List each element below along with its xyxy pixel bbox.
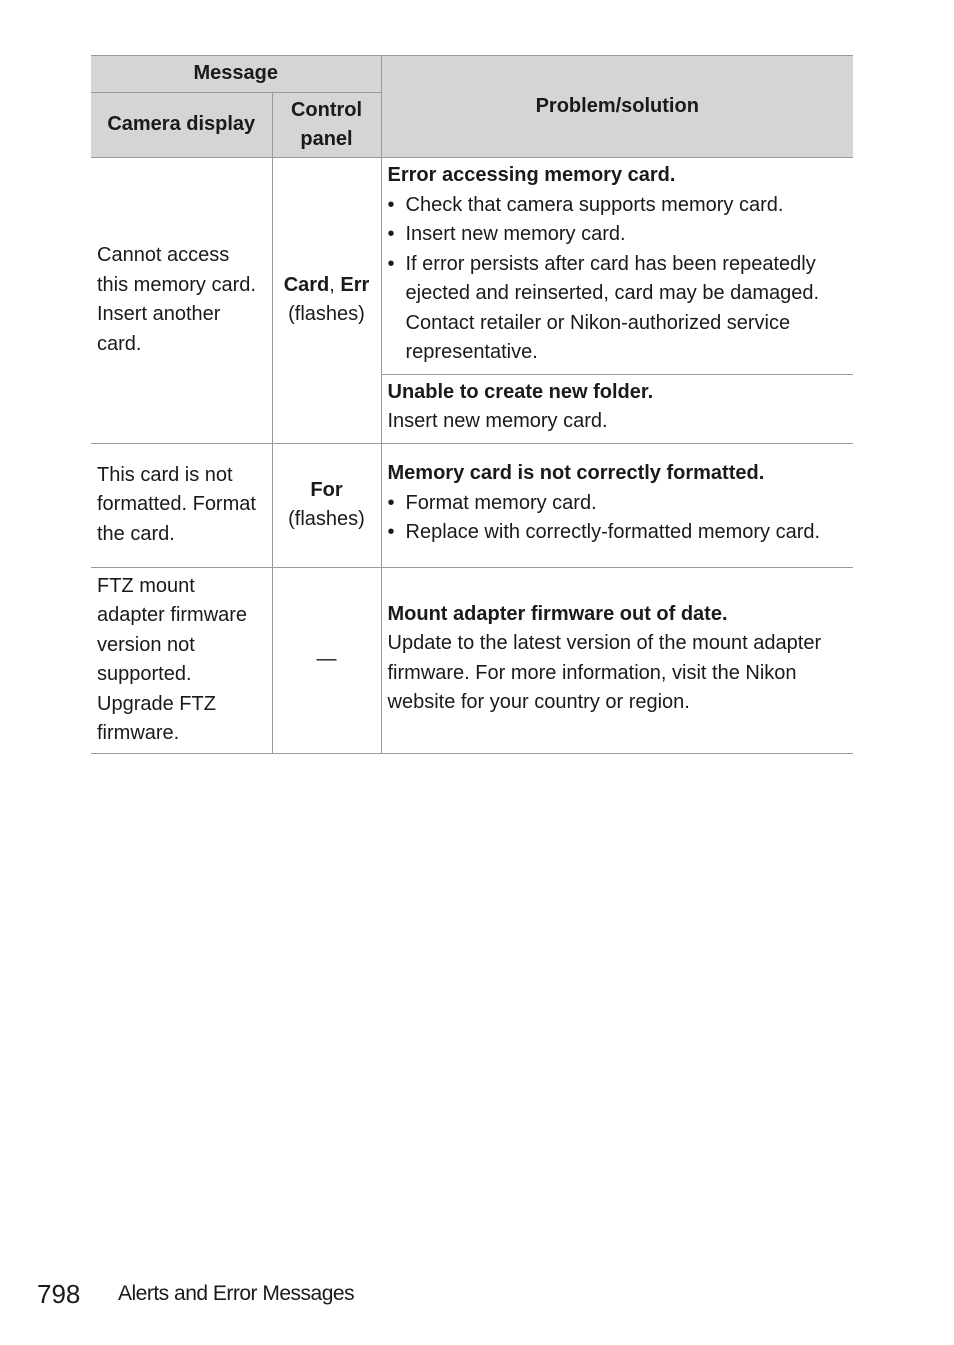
solution-text: If error persists after card has been repeatedly ejected and reinserted, card may be damaged. Contact retailer or Nikon-authorized service representative. xyxy=(405,252,820,363)
control-code-separator: , xyxy=(329,273,341,296)
bullet-glyph: • xyxy=(387,223,395,245)
solution-list xyxy=(388,489,848,548)
table-row xyxy=(91,567,853,753)
bullet-glyph: • xyxy=(387,252,395,275)
problem-solution-cell xyxy=(381,158,853,375)
solution-text: Check that camera supports memory card. xyxy=(405,193,784,216)
problem-title: Mount adapter firmware out of date. xyxy=(387,602,728,625)
control-note: (flashes) xyxy=(288,303,365,326)
bullet-glyph: • xyxy=(387,521,395,544)
header-control-panel: Control panel xyxy=(272,93,381,158)
problem-title: Error accessing memory card. xyxy=(387,164,676,186)
list-item xyxy=(388,220,848,250)
header-row xyxy=(91,56,853,93)
control-code: For xyxy=(310,478,343,501)
control-panel-cell xyxy=(272,158,381,444)
solution-list xyxy=(388,191,848,368)
header-problem-solution: Problem/solution xyxy=(381,56,853,158)
problem-solution-cell xyxy=(381,443,853,567)
page-number: 798 xyxy=(37,1279,81,1309)
solution-text: Update to the latest version of the mount adapter firmware. For more information, visit the Nikon website for your country or region. xyxy=(387,632,822,713)
control-panel-cell xyxy=(272,443,381,567)
header-camera-display: Camera display xyxy=(91,93,272,158)
list-item xyxy=(388,191,848,221)
problem-title: Memory card is not correctly formatted. xyxy=(387,462,765,485)
solution-text: Insert new memory card. xyxy=(405,223,626,245)
solution-text: Replace with correctly-formatted memory card. xyxy=(405,521,821,544)
problem-solution-cell xyxy=(381,374,853,443)
bullet-glyph: • xyxy=(387,193,395,216)
table-row xyxy=(91,158,853,375)
error-messages-table xyxy=(91,55,853,754)
list-item xyxy=(388,518,848,548)
table-row xyxy=(91,443,853,567)
camera-display-cell: Cannot access this memory card. Insert another card. xyxy=(91,158,272,444)
list-item xyxy=(388,489,848,519)
table-body xyxy=(91,158,853,754)
table-header xyxy=(91,56,853,158)
bullet-glyph: • xyxy=(387,491,395,514)
header-message: Message xyxy=(91,56,381,93)
problem-title: Unable to create new folder. xyxy=(387,380,654,403)
section-title: Alerts and Error Messages xyxy=(118,1282,355,1305)
solution-text: Insert new memory card. xyxy=(387,410,608,432)
list-item xyxy=(388,250,848,368)
control-code: Err xyxy=(340,273,370,296)
problem-solution-cell xyxy=(381,567,853,753)
control-code: Card xyxy=(283,273,330,296)
camera-display-cell: This card is not formatted. Format the card. xyxy=(91,443,272,567)
camera-display-cell: FTZ mount adapter firmware version not supported. Upgrade FTZ firmware. xyxy=(91,567,272,753)
solution-text: Format memory card. xyxy=(405,491,597,514)
control-panel-cell: — xyxy=(272,567,381,753)
control-note: (flashes) xyxy=(288,508,365,530)
